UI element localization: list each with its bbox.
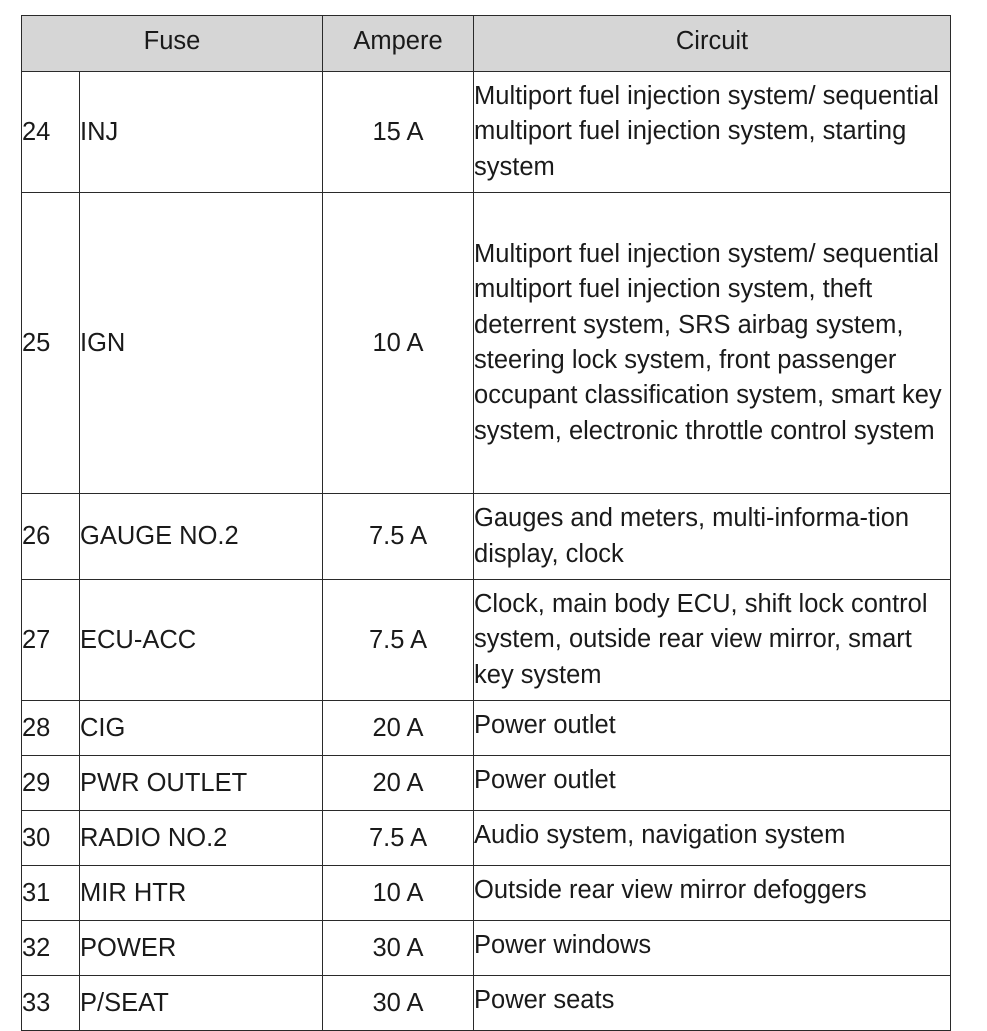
fuse-name: PWR OUTLET (80, 756, 323, 811)
fuse-number: 33 (22, 976, 80, 1031)
fuse-name: MIR HTR (80, 866, 323, 921)
fuse-name: ECU-ACC (80, 580, 323, 701)
fuse-ampere: 30 A (323, 976, 474, 1031)
table-row (22, 811, 951, 866)
fuse-ampere: 20 A (323, 701, 474, 756)
header-fuse: Fuse (22, 16, 323, 72)
fuse-circuit: Outside rear view mirror defoggers (474, 866, 951, 921)
fuse-number: 24 (22, 72, 80, 193)
fuse-number: 25 (22, 193, 80, 494)
fuse-circuit: Audio system, navigation system (474, 811, 951, 866)
fuse-ampere: 7.5 A (323, 811, 474, 866)
fuse-table (21, 15, 951, 1031)
table-row (22, 701, 951, 756)
fuse-number: 30 (22, 811, 80, 866)
fuse-name: CIG (80, 701, 323, 756)
fuse-number: 31 (22, 866, 80, 921)
fuse-number: 29 (22, 756, 80, 811)
fuse-name: RADIO NO.2 (80, 811, 323, 866)
table-row (22, 580, 951, 701)
table-row (22, 921, 951, 976)
fuse-circuit: Clock, main body ECU, shift lock control system, outside rear view mirror, smart key system (474, 580, 951, 701)
fuse-circuit: Gauges and meters, multi-informa-tion display, clock (474, 494, 951, 580)
fuse-number: 28 (22, 701, 80, 756)
fuse-ampere: 30 A (323, 921, 474, 976)
table-row (22, 72, 951, 193)
fuse-circuit: Multiport fuel injection system/ sequential multiport fuel injection system, theft deterrent system, SRS airbag system, steering lock system, front passenger occupant classification system, smart key system, electronic throttle control system (474, 193, 951, 494)
fuse-number: 26 (22, 494, 80, 580)
fuse-ampere: 15 A (323, 72, 474, 193)
header-row (22, 16, 951, 72)
fuse-ampere: 10 A (323, 866, 474, 921)
fuse-number: 27 (22, 580, 80, 701)
table-row (22, 494, 951, 580)
fuse-circuit: Power windows (474, 921, 951, 976)
fuse-name: GAUGE NO.2 (80, 494, 323, 580)
fuse-name: IGN (80, 193, 323, 494)
table-row (22, 976, 951, 1031)
header-circuit: Circuit (474, 16, 951, 72)
table-row (22, 193, 951, 494)
fuse-ampere: 10 A (323, 193, 474, 494)
fuse-circuit: Multiport fuel injection system/ sequential multiport fuel injection system, starting system (474, 72, 951, 193)
table-row (22, 756, 951, 811)
fuse-circuit: Power outlet (474, 756, 951, 811)
header-ampere: Ampere (323, 16, 474, 72)
fuse-circuit: Power seats (474, 976, 951, 1031)
fuse-ampere: 20 A (323, 756, 474, 811)
fuse-ampere: 7.5 A (323, 494, 474, 580)
fuse-circuit: Power outlet (474, 701, 951, 756)
fuse-name: INJ (80, 72, 323, 193)
fuse-name: P/SEAT (80, 976, 323, 1031)
fuse-number: 32 (22, 921, 80, 976)
fuse-ampere: 7.5 A (323, 580, 474, 701)
table-row (22, 866, 951, 921)
fuse-name: POWER (80, 921, 323, 976)
